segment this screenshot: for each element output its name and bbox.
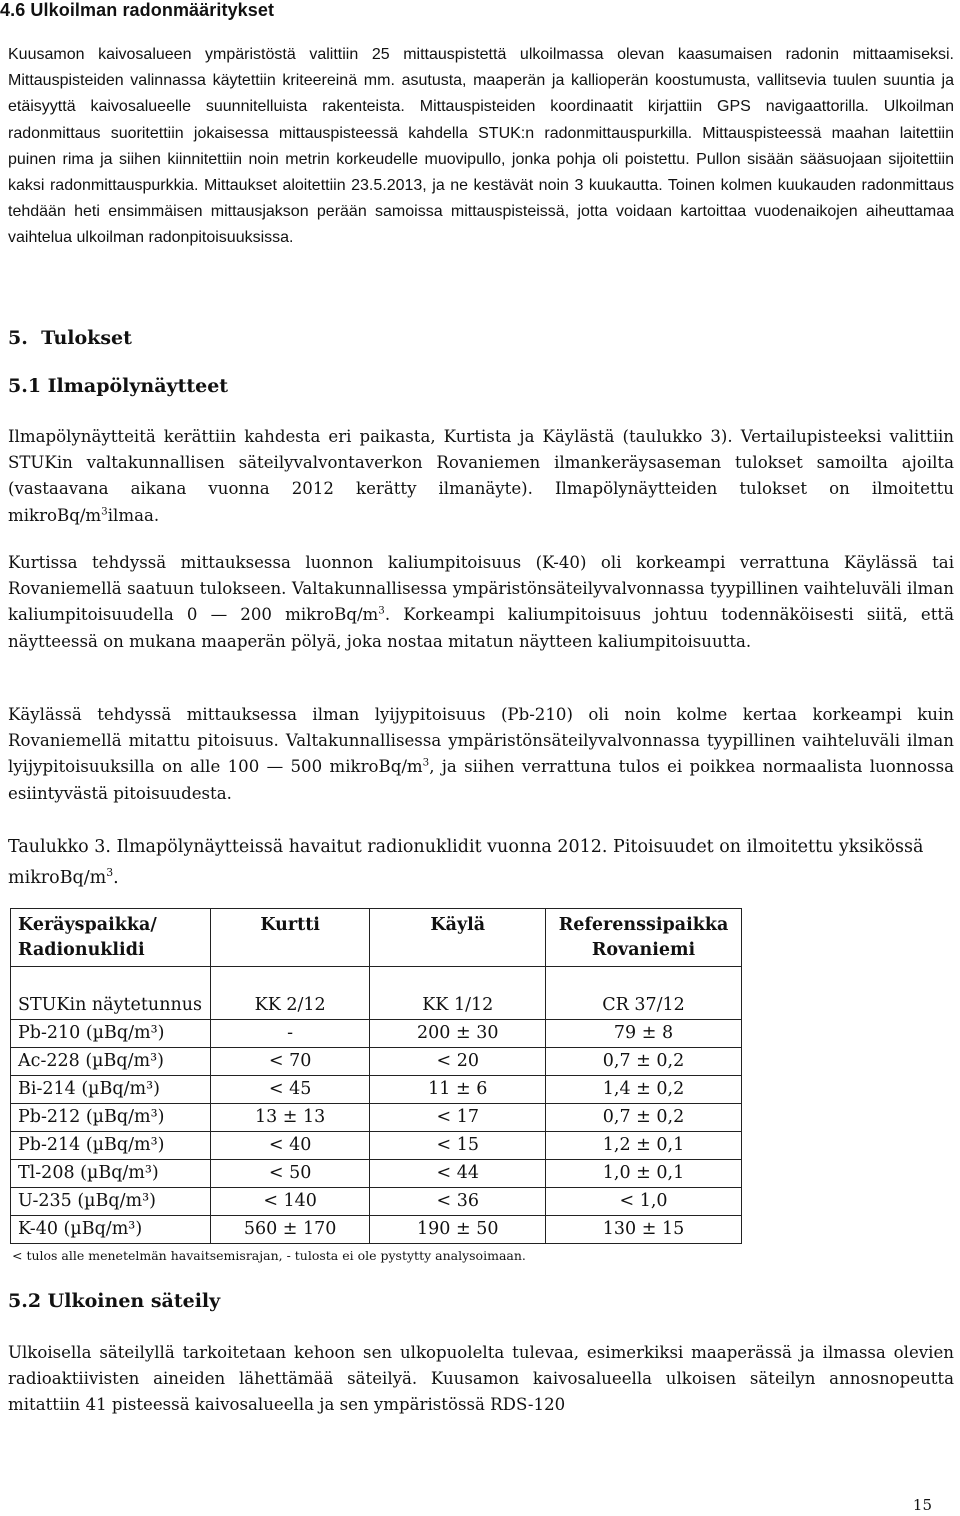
table-cell: 11 ± 6 (370, 1076, 546, 1104)
table-cell: 560 ± 170 (210, 1216, 370, 1244)
table-cell: Pb-210 (µBq/m³) (11, 1020, 211, 1048)
table-cell: 1,0 ± 0,1 (546, 1160, 742, 1188)
superscript: 3 (101, 505, 108, 518)
section-5-1-paragraph-2 (8, 550, 954, 655)
caption-text: Taulukko 3. Ilmapölynäytteissä havaitut radionuklidit vuonna 2012. Pitoisuudet on ilmoitettu yksikössä mikroBq/m (8, 837, 924, 888)
table-row (11, 1188, 742, 1216)
radionuclide-table (10, 908, 742, 1244)
section-4-6-heading: 4.6 Ulkoilman radonmääritykset (0, 0, 275, 20)
paragraph-text: Kurtissa tehdyssä mittauksessa luonnon kaliumpitoisuus (K-40) oli korkeampi verrattuna Käylässä tai Rovaniemellä saatuun tulokseen. Valtakunnallisessa ympäristönsäteilyvalvonnassa tyypillinen vaihteluväli ilman kaliumpitoisuudella 0 — 200 mikroBq/m (8, 553, 954, 625)
column-header: Referenssipaikka Rovaniemi (546, 909, 742, 967)
section-5-1-heading: 5.1 Ilmapölynäytteet (8, 375, 229, 397)
table-cell: 13 ± 13 (210, 1104, 370, 1132)
superscript: 3 (422, 756, 430, 769)
table-cell: Ac-228 (µBq/m³) (11, 1048, 211, 1076)
table-cell: K-40 (µBq/m³) (11, 1216, 211, 1244)
section-5-2-paragraph: Ulkoisella säteilyllä tarkoitetaan kehoon sen ulkopuolelta tulevaa, esimerkiksi maaperässä ja ilmassa olevien radioaktiivisten aineiden lähettämää säteilyä. Kuusamon kaivosalueella ulkoisen säteilyn annosnopeutta mitattiin 41 pisteessä kaivosalueella ja sen ympäristössä RDS-120 (8, 1343, 954, 1415)
table-cell: < 40 (210, 1132, 370, 1160)
table-row (11, 967, 742, 1020)
table-row (11, 1132, 742, 1160)
paragraph-text: , ja siihen verrattuna tulos ei poikkea normaalista luonnossa esiintyvästä pitoisuudesta. (8, 757, 954, 803)
page-number: 15 (912, 1496, 932, 1514)
table-cell: Pb-214 (µBq/m³) (11, 1132, 211, 1160)
table-cell: - (210, 1020, 370, 1048)
table-cell: < 50 (210, 1160, 370, 1188)
table-cell: < 20 (370, 1048, 546, 1076)
superscript: 3 (106, 866, 114, 880)
table-footnote: < tulos alle menetelmän havaitsemisrajan, - tulosta ei ole pystytty analysoimaan. (12, 1248, 526, 1263)
table-cell: 1,2 ± 0,1 (546, 1132, 742, 1160)
table-cell: STUKin näytetunnus (11, 967, 211, 1020)
table-cell: < 36 (370, 1188, 546, 1216)
paragraph-text: Käylässä tehdyssä mittauksessa ilman lyijypitoisuus (Pb-210) oli noin kolme kertaa korkeampi kuin Rovaniemellä mitattu pitoisuus. Valtakunnallisessa ympäristönsäteilyvalvonnassa tyypillinen vaihteluväli ilman lyijypitoisuuksilla on alle 100 — 500 mikroBq/m (8, 705, 954, 777)
table-header-row (11, 909, 742, 967)
table-cell: 190 ± 50 (370, 1216, 546, 1244)
section-5-2-heading: 5.2 Ulkoinen säteily (8, 1290, 221, 1312)
table-row (11, 1020, 742, 1048)
paragraph-text: Ilmapölynäytteitä kerättiin kahdesta eri paikasta, Kurtista ja Käylästä (taulukko 3). Vertailupisteeksi valittiin STUKin valtakunnallisen säteilyvalvontaverkon Rovaniemen ilmankeräysaseman tulokset samoilta ajoilta (vastaavana aikana vuonna 2012 kerätty ilmanäyte). Ilmapölynäytteiden tulokset on ilmoitettu mikroBq/m (8, 427, 954, 525)
section-5-1-paragraph-1 (8, 424, 954, 529)
column-header: Keräyspaikka/ Radionuklidi (11, 909, 211, 967)
caption-text: . (113, 868, 119, 888)
table-row (11, 1104, 742, 1132)
table-cell: KK 2/12 (210, 967, 370, 1020)
table-cell: 200 ± 30 (370, 1020, 546, 1048)
table-cell: 130 ± 15 (546, 1216, 742, 1244)
table-row (11, 1160, 742, 1188)
column-header: Käylä (370, 909, 546, 967)
table-cell: < 70 (210, 1048, 370, 1076)
section-5-1-paragraph-3 (8, 702, 954, 807)
table-row (11, 1076, 742, 1104)
superscript: 3 (378, 604, 385, 617)
column-header: Kurtti (210, 909, 370, 967)
paragraph-text: . Korkeampi kaliumpitoisuus johtuu todennäköisesti siitä, että näytteessä on mukana maaperän pölyä, joka nostaa mitatun näytteen kaliumpitoisuutta. (8, 605, 954, 651)
table-cell: CR 37/12 (546, 967, 742, 1020)
table-row (11, 1048, 742, 1076)
table-cell: < 140 (210, 1188, 370, 1216)
table-3-caption (8, 832, 948, 894)
table-cell: 79 ± 8 (546, 1020, 742, 1048)
table-cell: Tl-208 (µBq/m³) (11, 1160, 211, 1188)
table-cell: < 45 (210, 1076, 370, 1104)
table-cell: < 1,0 (546, 1188, 742, 1216)
table-cell: < 17 (370, 1104, 546, 1132)
table-cell: U-235 (µBq/m³) (11, 1188, 211, 1216)
table-cell: < 44 (370, 1160, 546, 1188)
table-cell: Bi-214 (µBq/m³) (11, 1076, 211, 1104)
section-5-heading: 5. Tulokset (8, 327, 132, 349)
table-cell: 0,7 ± 0,2 (546, 1048, 742, 1076)
table-cell: KK 1/12 (370, 967, 546, 1020)
table-cell: 1,4 ± 0,2 (546, 1076, 742, 1104)
paragraph-text: ilmaa. (107, 505, 160, 525)
table-cell: 0,7 ± 0,2 (546, 1104, 742, 1132)
table-row (11, 1216, 742, 1244)
table-cell: Pb-212 (µBq/m³) (11, 1104, 211, 1132)
table-cell: < 15 (370, 1132, 546, 1160)
section-4-6-paragraph: Kuusamon kaivosalueen ympäristöstä valittiin 25 mittauspistettä ulkoilmassa olevan kaasumaisen radonin mittaamiseksi. Mittauspisteiden valinnassa käytettiin kriteereinä mm. asutusta, maaperän ja kallioperän koostumusta, vallitsevia tuulen suuntia ja etäisyyttä kaivosalueelle suunnitelluista rakenteista. Mittauspisteiden koordinaatit kirjattiin GPS navigaattorilla. Ulkoilman radonmittaus suoritettiin jokaisessa mittauspisteessä kahdella STUK:n radonmittauspurkilla. Mittauspisteessä maahan laitettiin puinen rima ja siihen kiinnitettiin noin metrin korkeudelle muovipullo, jonka pohja oli poistettu. Pullon sisään sääsuojaan sijoitettiin kaksi radonmittauspurkkia. Mittaukset aloitettiin 23.5.2013, ja ne kestävät noin 3 kuukautta. Toinen kolmen kuukauden radonmittaus tehdään heti ensimmäisen mittausjakson perään samoissa mittauspisteissä, jotta voidaan kartoittaa vuodenaikojen aiheuttamaa vaihtelua ulkoilman radonpitoisuuksissa. (8, 46, 954, 247)
